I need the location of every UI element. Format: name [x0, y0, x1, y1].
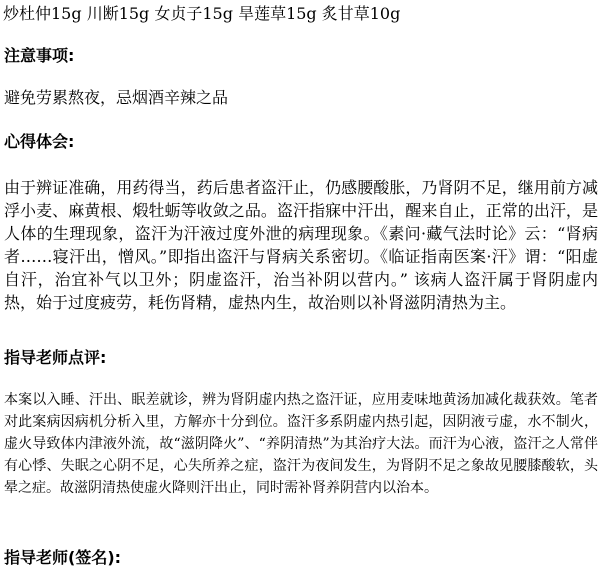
teacher-comment-heading: 指导老师点评:: [4, 348, 107, 367]
notes-heading: 注意事项:: [4, 46, 75, 65]
notes-text: 避免劳累熬夜，忌烟酒辛辣之品: [4, 88, 229, 107]
experience-heading: 心得体会:: [4, 132, 75, 151]
signature-heading: 指导老师(签名):: [4, 548, 122, 567]
teacher-comment-text: 本案以入睡、汗出、眠差就诊，辨为肾阴虚内热之盗汗证，应用麦味地黄汤加减化裁获效。笔者对此案病因病机分析入里，方解亦十分到位。盗汗多系阴虚内热引起，因阴液亏虚，水不制火，虚火导致体内津液外流，故“滋阴降火”、“养阴清热”为其治疗大法。而汗为心液，盗汗之人常伴有心悸、失眠之心阴不足，心失所养之症，盗汗为夜间发生，为肾阴不足之象故见腰膝酸软，头晕之症。故滋阴清热使虚火降则汗出止，同时需补肾养阴营内以治本。: [4, 392, 598, 496]
experience-text: 由于辨证准确，用药得当，药后患者盗汗止，仍感腰酸胀，乃肾阴不足，继用前方减浮小麦、麻黄根、煅牡蛎等收敛之品。盗汗指寐中汗出，醒来自止，正常的出汗，是人体的生理现象，盗汗为汗液过度外泄的病理现象。《素问·藏气法时论》云：“肾病者……寝汗出，憎风。”即指出盗汗与肾病关系密切。《临证指南医案·汗》谓：“阳虚自汗，治宜补气以卫外；阴虚盗汗，治当补阴以营内。” 该病人盗汗属于肾阴虚内热，始于过度疲劳，耗伤肾精，虚热内生，故治则以补肾滋阴清热为主。: [4, 178, 598, 312]
prescription-line: 炒杜仲15g 川断15g 女贞子15g 旱莲草15g 炙甘草10g: [3, 4, 401, 23]
